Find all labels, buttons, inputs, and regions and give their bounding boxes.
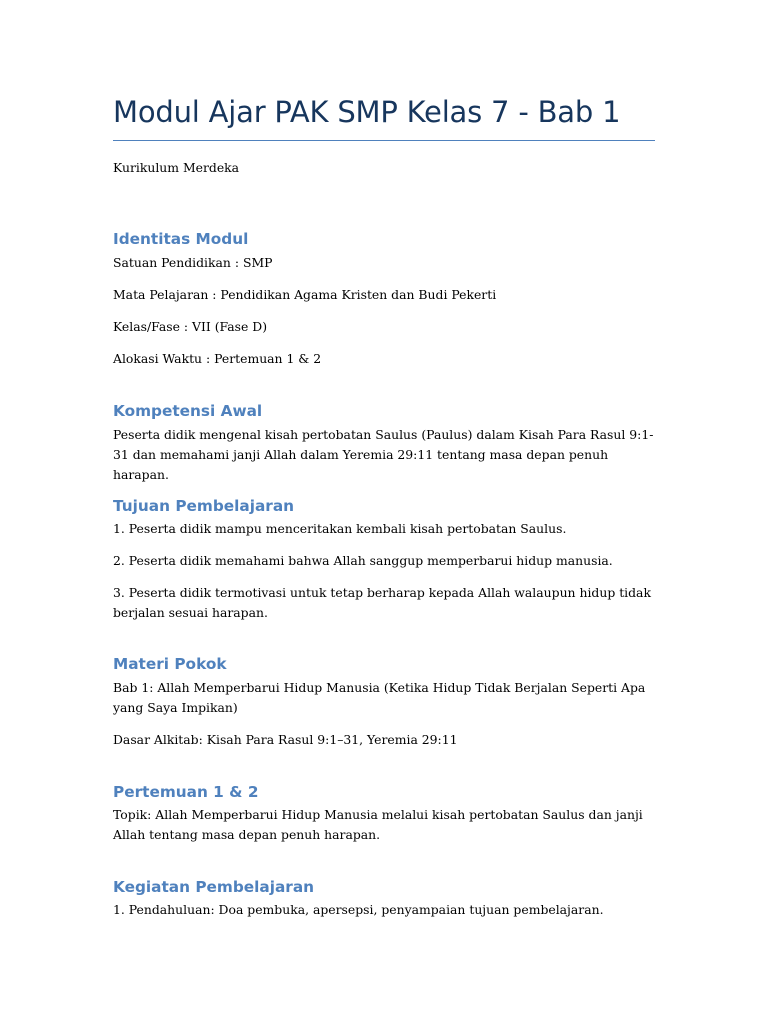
heading-identitas-modul: Identitas Modul xyxy=(113,230,249,248)
materi-bab: Bab 1: Allah Memperbarui Hidup Manusia (Ketika Hidup Tidak Berjalan Seperti Apa yang Saya Impikan) xyxy=(113,680,646,715)
heading-kegiatan-pembelajaran: Kegiatan Pembelajaran xyxy=(113,878,315,896)
title-divider xyxy=(113,140,655,141)
tujuan-item-2: 2. Peserta didik memahami bahwa Allah sanggup memperbarui hidup manusia. xyxy=(113,553,613,568)
identitas-kelas-fase: Kelas/Fase : VII (Fase D) xyxy=(113,319,268,334)
identitas-mata-pelajaran: Mata Pelajaran : Pendidikan Agama Kristen dan Budi Pekerti xyxy=(113,287,497,302)
tujuan-item-1: 1. Peserta didik mampu menceritakan kembali kisah pertobatan Saulus. xyxy=(113,521,567,536)
heading-tujuan-pembelajaran: Tujuan Pembelajaran xyxy=(113,497,295,515)
pertemuan-topik: Topik: Allah Memperbarui Hidup Manusia melalui kisah pertobatan Saulus dan janji Allah tentang masa depan penuh harapan. xyxy=(113,807,643,842)
tujuan-item-3: 3. Peserta didik termotivasi untuk tetap berharap kepada Allah walaupun hidup tidak berjalan sesuai harapan. xyxy=(113,585,651,620)
identitas-satuan-pendidikan: Satuan Pendidikan : SMP xyxy=(113,255,273,270)
subtitle: Kurikulum Merdeka xyxy=(113,160,240,175)
heading-pertemuan: Pertemuan 1 & 2 xyxy=(113,783,259,801)
kegiatan-item-1: 1. Pendahuluan: Doa pembuka, apersepsi, penyampaian tujuan pembelajaran. xyxy=(113,902,604,917)
heading-kompetensi-awal: Kompetensi Awal xyxy=(113,402,263,420)
document-title: Modul Ajar PAK SMP Kelas 7 - Bab 1 xyxy=(113,95,621,129)
identitas-alokasi-waktu: Alokasi Waktu : Pertemuan 1 & 2 xyxy=(113,351,322,366)
kompetensi-awal-text: Peserta didik mengenal kisah pertobatan Saulus (Paulus) dalam Kisah Para Rasul 9:1-31 dan memahami janji Allah dalam Yeremia 29:11 tentang masa depan penuh harapan. xyxy=(113,427,654,482)
heading-materi-pokok: Materi Pokok xyxy=(113,655,227,673)
materi-dasar-alkitab: Dasar Alkitab: Kisah Para Rasul 9:1–31, Yeremia 29:11 xyxy=(113,732,458,747)
